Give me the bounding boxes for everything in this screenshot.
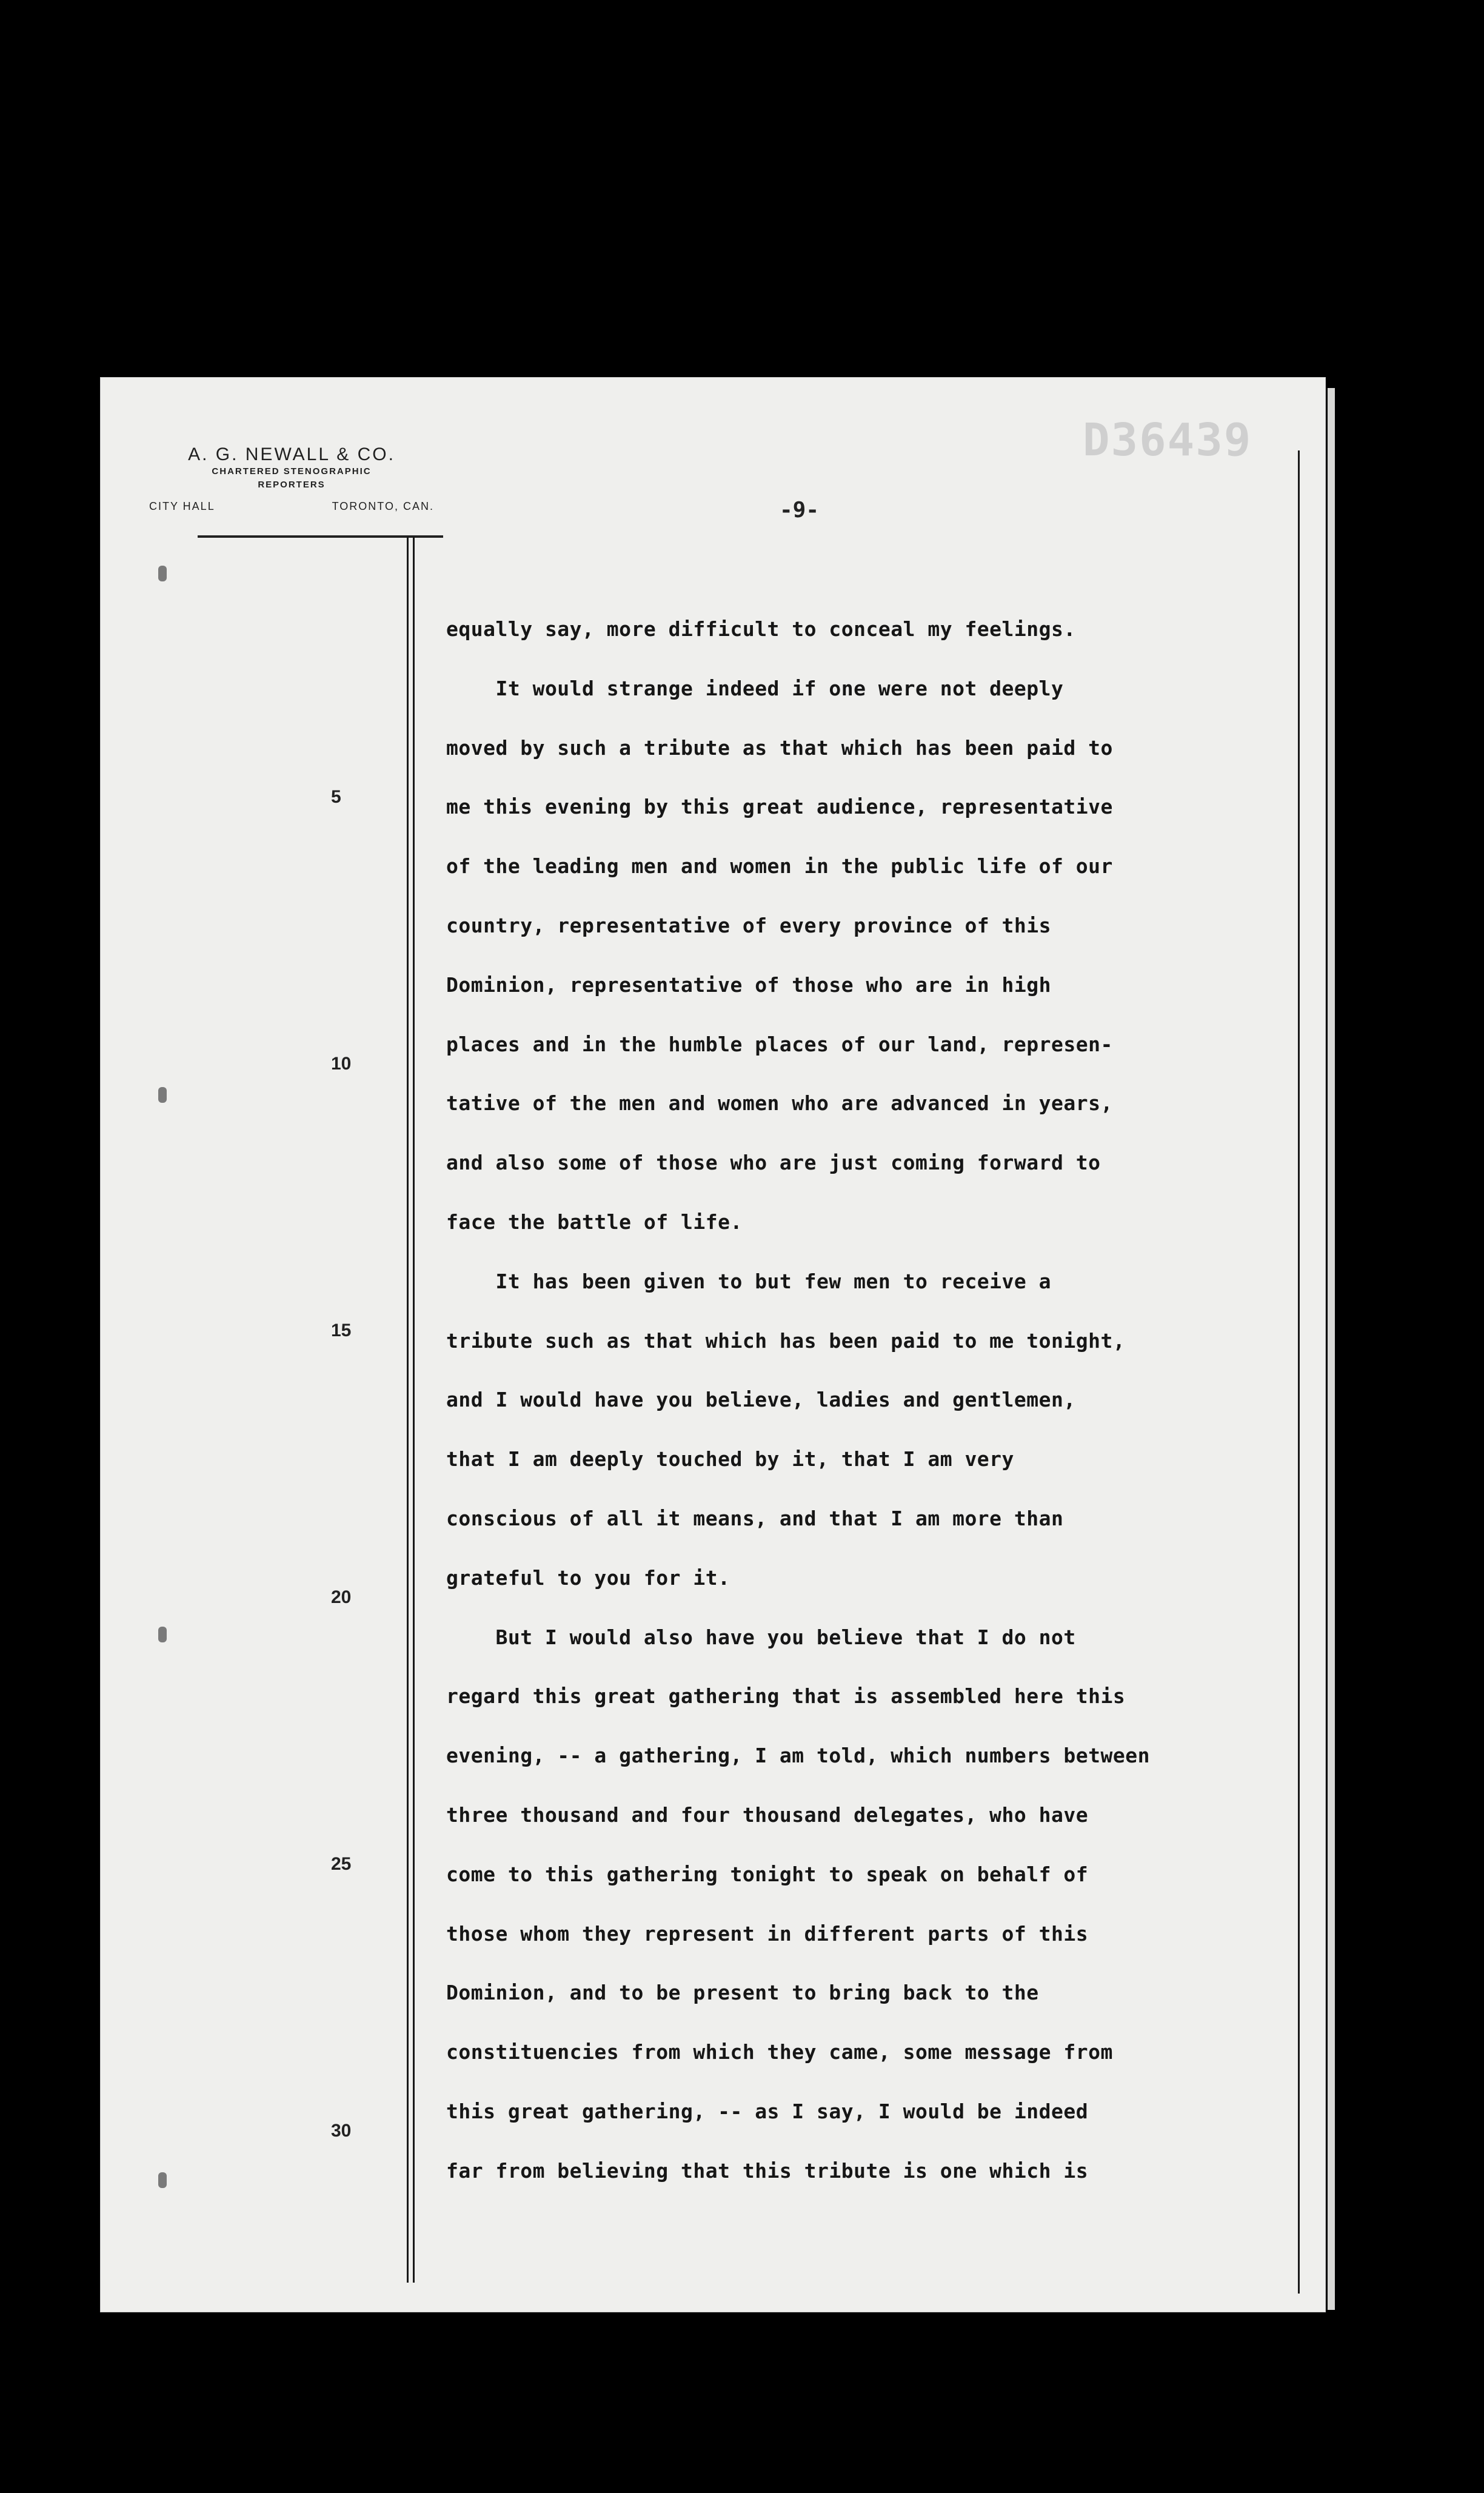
transcript-line: evening, -- a gathering, I am told, which numbers between <box>446 1744 1150 1768</box>
margin-rule-left-inner <box>413 537 415 2283</box>
letterhead-line-2: REPORTERS <box>258 480 326 490</box>
transcript-line: But I would also have you believe that I do not <box>446 1625 1076 1649</box>
line-number: 30 <box>331 2121 352 2141</box>
archive-stamp: D36439 <box>1083 414 1252 466</box>
transcript-line: Dominion, and to be present to bring back to the <box>446 1981 1039 2005</box>
transcript-line: Dominion, representative of those who are in high <box>446 972 1052 997</box>
firm-name: A. G. NEWALL & CO. <box>188 444 395 464</box>
transcript-line: places and in the humble places of our land, represen- <box>446 1032 1113 1056</box>
line-number: 5 <box>331 787 341 807</box>
transcript-line: It would strange indeed if one were not deeply <box>446 676 1064 700</box>
binding-hole <box>158 1087 167 1103</box>
transcript-line: constituencies from which they came, some message from <box>446 2040 1113 2064</box>
margin-rule-left <box>407 537 409 2283</box>
transcript-line: grateful to you for it. <box>446 1565 730 1590</box>
transcript-line: tribute such as that which has been paid to me tonight, <box>446 1328 1126 1353</box>
transcript-line: tative of the men and women who are advanced in years, <box>446 1091 1113 1116</box>
transcript-line: far from believing that this tribute is one which is <box>446 2158 1089 2183</box>
line-number: 15 <box>331 1320 352 1340</box>
line-number: 10 <box>331 1054 352 1074</box>
transcript-line: equally say, more difficult to conceal my feelings. <box>446 617 1076 641</box>
transcript-line: It has been given to but few men to receive a <box>446 1269 1052 1293</box>
letterhead-line-1: CHARTERED STENOGRAPHIC <box>212 466 372 477</box>
address-left: CITY HALL <box>149 500 215 512</box>
transcript-line: face the battle of life. <box>446 1210 743 1234</box>
transcript-line: that I am deeply touched by it, that I am very <box>446 1447 1014 1471</box>
transcript-line: and also some of those who are just coming forward to <box>446 1151 1101 1175</box>
line-number: 20 <box>331 1587 352 1607</box>
binding-hole <box>158 566 167 581</box>
page-number: -9- <box>780 498 820 523</box>
binding-hole <box>158 2172 167 2188</box>
transcript-line: this great gathering, -- as I say, I would be indeed <box>446 2100 1089 2123</box>
address-right: TORONTO, CAN. <box>332 500 434 512</box>
transcript-line: moved by such a tribute as that which has been paid to <box>446 735 1113 760</box>
document-page <box>100 377 1326 2312</box>
margin-rule-right <box>1298 450 1300 2294</box>
transcript-line: me this evening by this great audience, representative <box>446 795 1113 819</box>
transcript-line: three thousand and four thousand delegates, who have <box>446 1803 1089 1827</box>
transcript-line: regard this great gathering that is assembled here this <box>446 1684 1126 1708</box>
page-stack-edge <box>1328 388 1335 2310</box>
transcript-line: and I would have you believe, ladies and gentlemen, <box>446 1388 1076 1412</box>
transcript-line: come to this gathering tonight to speak on behalf of <box>446 1862 1089 1886</box>
binding-hole <box>158 1627 167 1642</box>
transcript-line: country, representative of every province of this <box>446 914 1052 937</box>
transcript-line: those whom they represent in different parts of this <box>446 1921 1089 1946</box>
letterhead-address <box>149 500 434 513</box>
transcript-line: of the leading men and women in the public life of our <box>446 854 1113 878</box>
line-number: 25 <box>331 1854 352 1874</box>
transcript-line: conscious of all it means, and that I am more than <box>446 1507 1064 1530</box>
letterhead <box>149 444 434 513</box>
